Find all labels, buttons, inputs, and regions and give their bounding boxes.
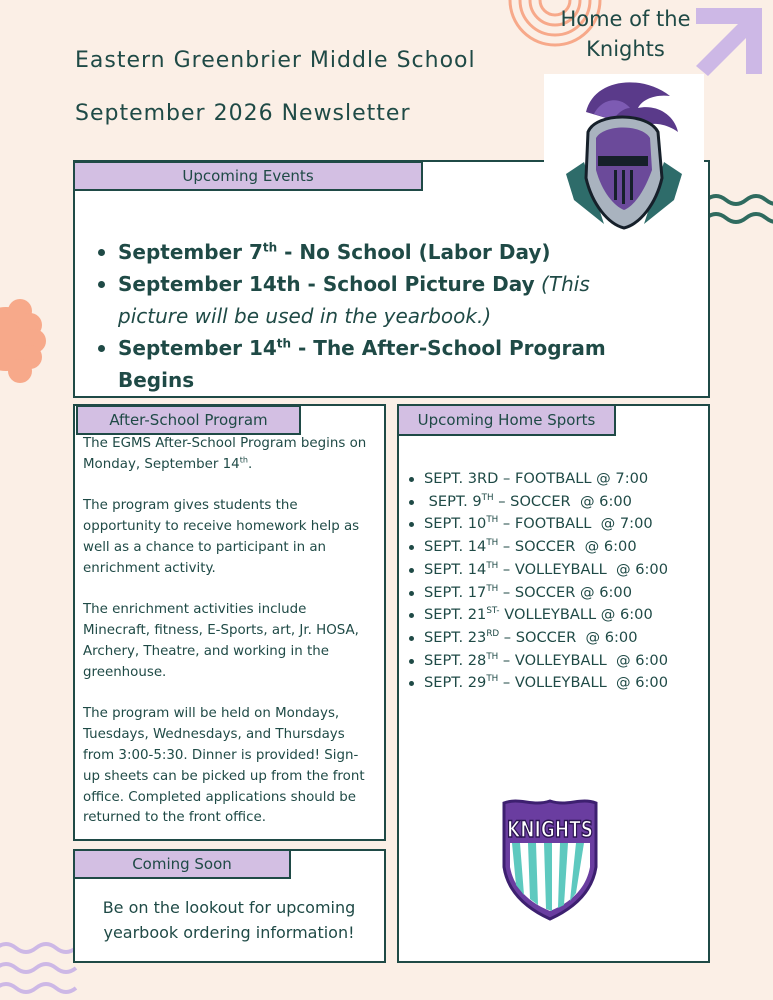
school-name: Eastern Greenbrier Middle School <box>75 48 476 73</box>
after-school-p4: The program will be held on Mondays, Tuesdays, Wednesdays, and Thursdays from 3:00-5:30. Dinner is provided! Sign-up sheets can be picked up from the front office. Completed applications should be returned to the front office. <box>83 706 365 826</box>
upcoming-events-list <box>96 236 656 396</box>
list-item: SEPT. 29TH – VOLLEYBALL @ 6:00 <box>408 672 698 695</box>
list-item: SEPT. 28TH – VOLLEYBALL @ 6:00 <box>408 650 698 673</box>
knights-shield-text: KNIGHTS <box>507 818 593 843</box>
coral-scallop-decoration <box>0 295 44 385</box>
list-item: SEPT. 10TH – FOOTBALL @ 7:00 <box>408 513 698 536</box>
list-item: September 14th - School Picture Day (This picture will be used in the yearbook.) <box>96 268 656 332</box>
knight-helmet-logo <box>544 74 704 234</box>
list-item: SEPT. 23RD – SOCCER @ 6:00 <box>408 627 698 650</box>
teal-wave-decoration <box>704 190 773 230</box>
list-item: SEPT. 17TH – SOCCER @ 6:00 <box>408 582 698 605</box>
home-of-the-knights-tagline: Home of the Knights <box>560 7 691 61</box>
newsletter-title: September 2026 Newsletter <box>75 101 411 126</box>
knight-helmet-icon <box>544 74 704 234</box>
list-item: September 7th - No School (Labor Day) <box>96 236 656 268</box>
after-school-p3: The enrichment activities include Minecraft, fitness, E-Sports, art, Jr. HOSA, Archery, Theatre, and working in the greenhouse. <box>83 602 359 680</box>
coming-soon-text: Be on the lookout for upcoming yearbook ordering information! <box>102 898 356 942</box>
list-item: SEPT. 14TH – VOLLEYBALL @ 6:00 <box>408 559 698 582</box>
list-item: SEPT. 3RD – FOOTBALL @ 7:00 <box>408 468 698 491</box>
home-sports-list <box>408 468 698 695</box>
after-school-text <box>83 434 373 829</box>
list-item: September 14th - The After-School Program Begins <box>96 332 656 396</box>
after-school-p2: The program gives students the opportunity to receive homework help as well as a chance to participant in an enrichment activity. <box>83 498 360 576</box>
knights-shield-icon <box>500 797 600 921</box>
purple-wave-decoration <box>0 938 80 1000</box>
list-item: SEPT. 14TH – SOCCER @ 6:00 <box>408 536 698 559</box>
coming-soon-tab: Coming Soon <box>73 849 291 879</box>
list-item: SEPT. 9TH – SOCCER @ 6:00 <box>408 491 698 514</box>
list-item: SEPT. $21^{ST-}$ VOLLEYBALL @ 6:00 <box>408 604 698 627</box>
after-school-tab: After-School Program <box>76 405 301 435</box>
home-sports-tab: Upcoming Home Sports <box>397 404 616 436</box>
after-school-p1: The EGMS After-School Program begins on Monday, September 14th. <box>83 436 367 472</box>
upcoming-events-tab: Upcoming Events <box>73 161 423 191</box>
